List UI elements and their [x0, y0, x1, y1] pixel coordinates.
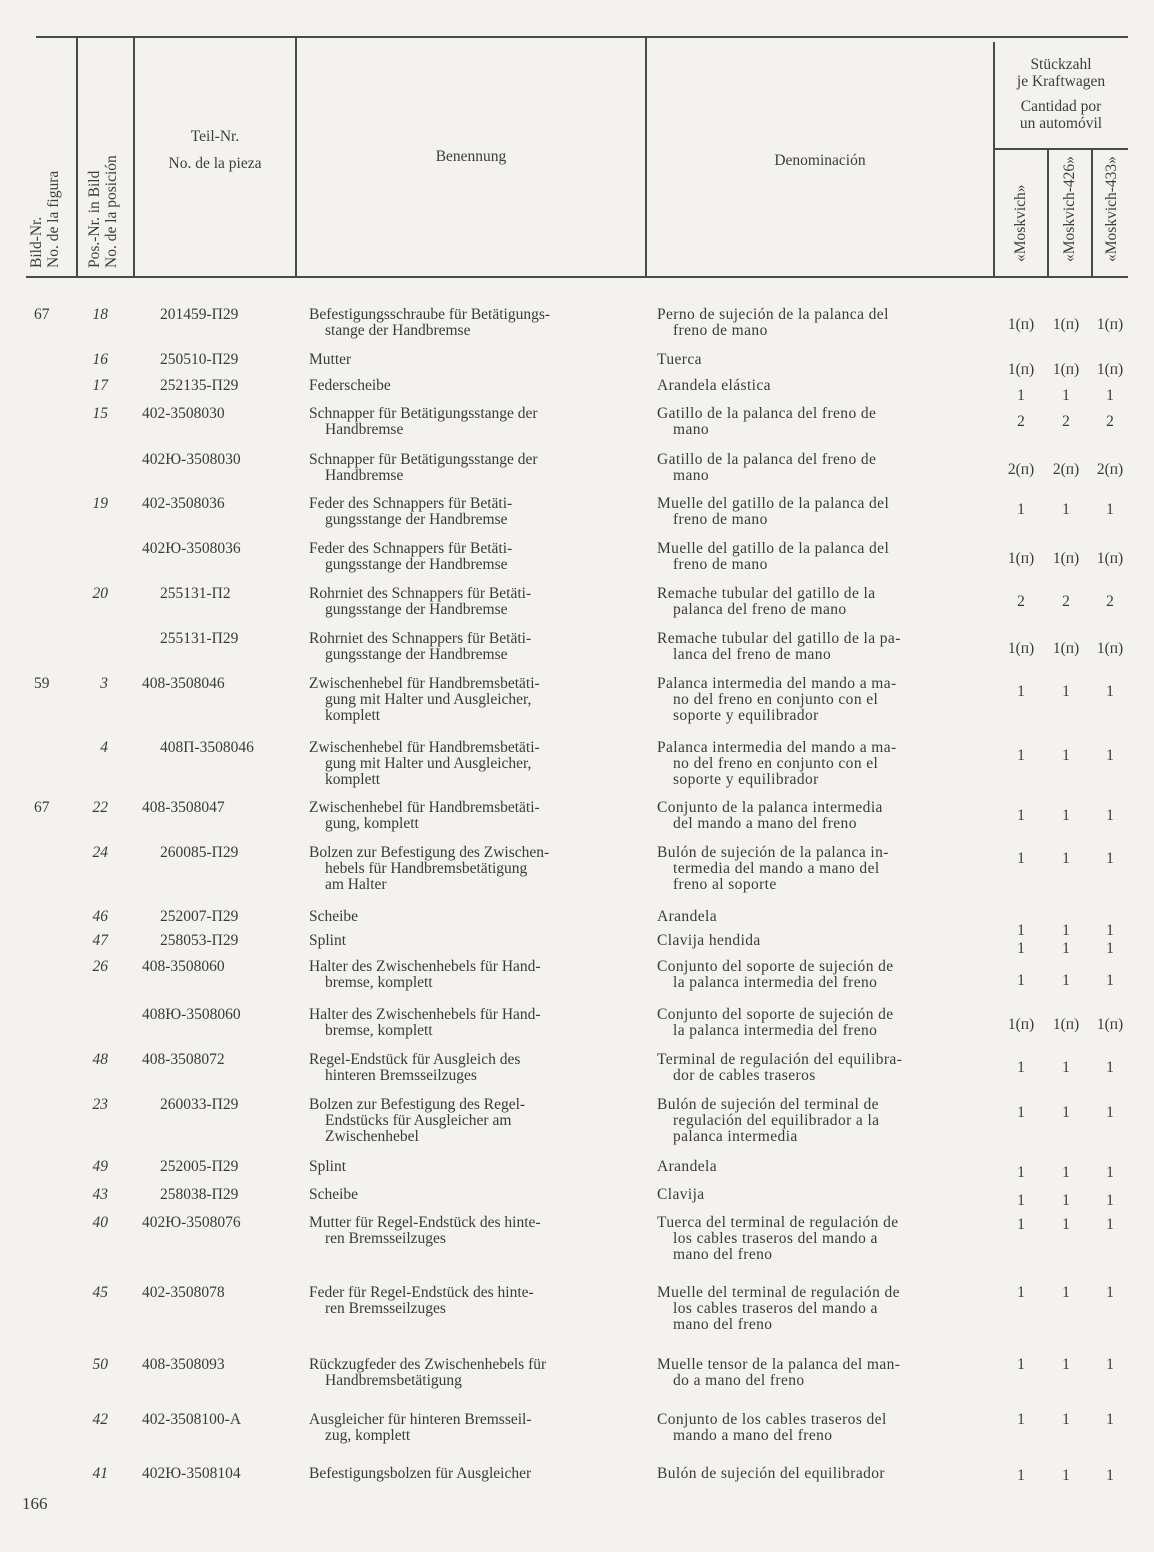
quantity-moskvich-433: 1(п)	[1096, 1016, 1124, 1033]
quantity-moskvich: 1	[1017, 922, 1025, 939]
name-german-line: stange der Handbremse	[325, 322, 471, 339]
name-german-line: gung mit Halter und Ausgleicher,	[325, 691, 532, 708]
name-german-line: Halter des Zwischenhebels für Hand-	[309, 958, 541, 975]
name-spanish	[657, 378, 973, 394]
name-spanish-line: no del freno en conjunto con el	[673, 691, 879, 708]
quantity-moskvich-433: 2	[1106, 413, 1114, 430]
name-spanish-line: la palanca intermedia del freno	[673, 974, 878, 991]
name-german-line: Schnapper für Betätigungsstange der	[309, 451, 538, 468]
quantity-moskvich-433: 1	[1106, 1164, 1114, 1181]
header-fig-no: Bild-Nr. No. de la figura	[28, 170, 62, 268]
name-german	[309, 406, 623, 438]
name-spanish-line: freno de mano	[673, 322, 768, 339]
name-german	[309, 352, 623, 368]
quantity-moskvich: 1	[1017, 1284, 1025, 1301]
name-spanish-line: Clavija	[657, 1186, 705, 1203]
name-german-line: komplett	[325, 771, 381, 788]
quantity-moskvich-433: 1(п)	[1096, 361, 1124, 378]
name-spanish-line: Perno de sujeción de la palanca del	[657, 306, 889, 323]
name-german	[309, 1285, 623, 1317]
quantity-moskvich-426: 1(п)	[1052, 640, 1080, 657]
quantity-moskvich-433: 1	[1106, 1411, 1114, 1428]
name-spanish-line: Clavija hendida	[657, 932, 761, 949]
quantity-moskvich-433: 1	[1106, 501, 1114, 518]
quantity-moskvich: 1	[1017, 501, 1025, 518]
name-german-line: Handbremsbetätigung	[325, 1372, 462, 1389]
name-german-line: Halter des Zwischenhebels für Hand-	[309, 1006, 541, 1023]
part-number: 402Ю-3508076	[142, 1214, 241, 1231]
quantity-moskvich: 1	[1017, 1467, 1025, 1484]
name-spanish-line: los cables traseros del mando a	[673, 1300, 878, 1317]
part-number: 402-3508036	[142, 495, 225, 512]
position-number: 45	[92, 1284, 108, 1301]
col-divider	[76, 36, 78, 276]
name-german-line: gungsstange der Handbremse	[325, 601, 508, 618]
part-number: 408-3508072	[142, 1051, 225, 1068]
header-pos-no: Pos.-Nr. in Bild No. de la posición	[86, 155, 120, 268]
name-german-line: Scheibe	[309, 908, 359, 925]
name-spanish-line: termedia del mando a mano del	[673, 860, 880, 877]
name-spanish-line: dor de cables traseros	[673, 1067, 816, 1084]
name-spanish-line: Palanca intermedia del mando a ma-	[657, 675, 897, 692]
quantity-moskvich: 1	[1017, 972, 1025, 989]
name-spanish-line: Bulón de sujeción del equilibrador	[657, 1465, 885, 1482]
name-german-line: Feder für Regel-Endstück des hinte-	[309, 1284, 534, 1301]
name-spanish-line: Conjunto de los cables traseros del	[657, 1411, 887, 1428]
part-number: 408-3508047	[142, 799, 225, 816]
name-german-line: Feder des Schnappers für Betäti-	[309, 495, 513, 512]
figure-number: 67	[34, 799, 50, 816]
quantity-moskvich-433: 1	[1106, 1467, 1114, 1484]
name-german	[309, 586, 623, 618]
position-number: 48	[92, 1051, 108, 1068]
quantity-moskvich: 1(п)	[1007, 361, 1035, 378]
name-spanish-line: Gatillo de la palanca del freno de	[657, 451, 877, 468]
name-spanish-line: Tuerca del terminal de regulación de	[657, 1214, 899, 1231]
name-spanish-line: lanca del freno de mano	[673, 646, 832, 663]
name-german-line: komplett	[325, 707, 381, 724]
figure-number: 59	[34, 675, 50, 692]
quantity-moskvich-433: 2(п)	[1096, 461, 1124, 478]
part-number: 402Ю-3508036	[142, 540, 241, 557]
quantity-moskvich-426: 1	[1062, 1467, 1070, 1484]
quantity-moskvich: 1	[1017, 1356, 1025, 1373]
name-german-line: Mutter für Regel-Endstück des hinte-	[309, 1214, 541, 1231]
part-number: 402-3508100-A	[142, 1411, 242, 1428]
name-spanish-line: Conjunto del soporte de sujeción de	[657, 958, 894, 975]
name-german-line: Handbremse	[325, 421, 404, 438]
name-spanish	[657, 740, 973, 788]
header-model-moskvich-426: «Moskvich-426»	[1061, 156, 1078, 262]
name-spanish	[657, 1357, 973, 1389]
name-german-line: Feder des Schnappers für Betäti-	[309, 540, 513, 557]
quantity-moskvich-426: 1	[1062, 1284, 1070, 1301]
name-german	[309, 1007, 623, 1039]
quantity-moskvich-426: 1	[1062, 1411, 1070, 1428]
name-german-line: hinteren Bremsseilzuges	[325, 1067, 477, 1084]
quantity-moskvich: 1	[1017, 1059, 1025, 1076]
name-spanish-line: mano del freno	[673, 1246, 773, 1263]
name-spanish-line: del mando a mano del freno	[673, 815, 857, 832]
quantity-moskvich: 2(п)	[1007, 461, 1035, 478]
name-spanish-line: mano	[673, 467, 710, 484]
part-number: 408Ю-3508060	[142, 1006, 241, 1023]
quantity-moskvich-433: 1(п)	[1096, 550, 1124, 567]
position-number: 18	[92, 306, 108, 323]
name-spanish	[657, 1412, 973, 1444]
quantity-moskvich-433: 1	[1106, 387, 1114, 404]
part-number: 402Ю-3508030	[142, 451, 241, 468]
quantity-moskvich-433: 1	[1106, 1059, 1114, 1076]
name-spanish-line: Arandela	[657, 1158, 718, 1175]
name-german-line: Zwischenhebel für Handbremsbetäti-	[309, 739, 540, 756]
quantity-moskvich: 1	[1017, 683, 1025, 700]
name-spanish	[657, 933, 973, 949]
name-german-line: Federscheibe	[309, 377, 391, 394]
quantity-moskvich-433: 1	[1106, 1104, 1114, 1121]
name-spanish-line: la palanca intermedia del freno	[673, 1022, 878, 1039]
name-spanish-line: Remache tubular del gatillo de la	[657, 585, 876, 602]
quantity-moskvich-426: 1	[1062, 922, 1070, 939]
position-number: 41	[92, 1465, 108, 1482]
quantity-moskvich-433: 2	[1106, 593, 1114, 610]
name-german	[309, 1097, 623, 1145]
name-german	[309, 676, 623, 724]
page-number: 166	[22, 1494, 48, 1513]
name-spanish-line: Muelle del gatillo de la palanca del	[657, 540, 890, 557]
position-number: 4	[100, 739, 108, 756]
name-spanish-line: Palanca intermedia del mando a ma-	[657, 739, 897, 756]
position-number: 17	[92, 377, 108, 394]
col-divider	[1047, 148, 1049, 276]
name-german-line: zug, komplett	[325, 1427, 411, 1444]
name-spanish	[657, 352, 973, 368]
quantity-moskvich-426: 1(п)	[1052, 1016, 1080, 1033]
part-number: 408-3508046	[142, 675, 225, 692]
part-number: 258038-П29	[160, 1186, 239, 1203]
quantity-moskvich-426: 1(п)	[1052, 550, 1080, 567]
position-number: 19	[92, 495, 108, 512]
quantity-moskvich-426: 1	[1062, 972, 1070, 989]
name-german-line: Scheibe	[309, 1186, 359, 1203]
part-number: 408-3508060	[142, 958, 225, 975]
name-german-line: Bolzen zur Befestigung des Regel-	[309, 1096, 526, 1113]
name-spanish-line: los cables traseros del mando a	[673, 1230, 878, 1247]
name-spanish-line: freno de mano	[673, 556, 768, 573]
quantity-moskvich: 1(п)	[1007, 550, 1035, 567]
name-spanish	[657, 406, 973, 438]
quantity-moskvich-433: 1	[1106, 1356, 1114, 1373]
name-german	[309, 845, 623, 893]
quantity-moskvich: 1(п)	[1007, 1016, 1035, 1033]
name-spanish-line: Bulón de sujeción del terminal de	[657, 1096, 879, 1113]
name-spanish-line: soporte y equilibrador	[673, 707, 819, 724]
quantity-moskvich: 2	[1017, 413, 1025, 430]
header-quantity: Stückzahl je Kraftwagen Cantidad por un automóvil	[1016, 56, 1106, 132]
name-german-line: Handbremse	[325, 467, 404, 484]
name-spanish	[657, 496, 973, 528]
name-spanish-line: regulación del equilibrador a la	[673, 1112, 880, 1129]
position-number: 43	[92, 1186, 108, 1203]
name-german	[309, 933, 623, 949]
table-top-rule	[36, 36, 1128, 38]
position-number: 3	[100, 675, 108, 692]
header-part-no: Teil-Nr. No. de la pieza	[168, 128, 262, 172]
name-german-line: Befestigungsschraube für Betätigungs-	[309, 306, 551, 323]
name-german	[309, 307, 623, 339]
name-spanish-line: Remache tubular del gatillo de la pa-	[657, 630, 901, 647]
figure-number: 67	[34, 306, 50, 323]
name-german-line: ren Bremsseilzuges	[325, 1230, 446, 1247]
name-spanish	[657, 1285, 973, 1333]
quantity-moskvich-433: 1	[1106, 683, 1114, 700]
position-number: 47	[92, 932, 108, 949]
name-spanish-line: do a mano del freno	[673, 1372, 805, 1389]
name-german	[309, 1412, 623, 1444]
name-spanish-line: Muelle tensor de la palanca del man-	[657, 1356, 901, 1373]
quantity-moskvich-426: 1	[1062, 683, 1070, 700]
quantity-moskvich-433: 1	[1106, 922, 1114, 939]
name-german	[309, 959, 623, 991]
name-spanish-line: Conjunto de la palanca intermedia	[657, 799, 883, 816]
name-german	[309, 1159, 623, 1175]
name-spanish	[657, 1052, 973, 1084]
name-german-line: Regel-Endstück für Ausgleich des	[309, 1051, 521, 1068]
name-spanish	[657, 845, 973, 893]
name-german-line: gung, komplett	[325, 815, 419, 832]
name-spanish-line: mando a mano del freno	[673, 1427, 833, 1444]
name-german-line: Rohrniet des Schnappers für Betäti-	[309, 630, 532, 647]
quantity-moskvich: 1	[1017, 1192, 1025, 1209]
name-german-line: Bolzen zur Befestigung des Zwischen-	[309, 844, 550, 861]
part-number: 260033-П29	[160, 1096, 239, 1113]
name-spanish-line: Muelle del terminal de regulación de	[657, 1284, 900, 1301]
name-german	[309, 1215, 623, 1247]
header-name-de: Benennung	[435, 148, 507, 165]
name-spanish	[657, 1007, 973, 1039]
position-number: 46	[92, 908, 108, 925]
quantity-moskvich: 1	[1017, 1411, 1025, 1428]
quantity-moskvich-433: 1	[1106, 1216, 1114, 1233]
quantity-moskvich: 1(п)	[1007, 640, 1035, 657]
quantity-moskvich-433: 1	[1106, 940, 1114, 957]
quantity-moskvich-433: 1	[1106, 972, 1114, 989]
header-model-moskvich-433: «Moskvich-433»	[1103, 156, 1120, 262]
name-spanish	[657, 1159, 973, 1175]
header-bottom-rule	[26, 276, 1128, 278]
position-number: 26	[92, 958, 108, 975]
name-german-line: Zwischenhebel	[325, 1128, 419, 1145]
part-number: 408-3508093	[142, 1356, 225, 1373]
position-number: 49	[92, 1158, 108, 1175]
quantity-moskvich: 1	[1017, 807, 1025, 824]
position-number: 22	[92, 799, 108, 816]
name-spanish-line: Muelle del gatillo de la palanca del	[657, 495, 890, 512]
quantity-moskvich-426: 1(п)	[1052, 316, 1080, 333]
part-number: 408П-3508046	[160, 739, 254, 756]
quantity-moskvich-426: 1	[1062, 850, 1070, 867]
name-german	[309, 1357, 623, 1389]
position-number: 15	[92, 405, 108, 422]
name-spanish-line: Arandela	[657, 908, 718, 925]
position-number: 20	[92, 585, 108, 602]
position-number: 16	[92, 351, 108, 368]
name-german-line: Ausgleicher für hinteren Bremsseil-	[309, 1411, 532, 1428]
name-spanish-line: mano	[673, 421, 710, 438]
quantity-moskvich-426: 1	[1062, 1356, 1070, 1373]
part-number: 255131-П2	[160, 585, 231, 602]
name-spanish-line: soporte y equilibrador	[673, 771, 819, 788]
position-number: 24	[92, 844, 108, 861]
quantity-moskvich-426: 1	[1062, 387, 1070, 404]
part-number: 402Ю-3508104	[142, 1465, 241, 1482]
quantity-moskvich-433: 1	[1106, 807, 1114, 824]
name-german-line: Zwischenhebel für Handbremsbetäti-	[309, 675, 540, 692]
qty-subheader-rule	[994, 148, 1128, 150]
name-german-line: bremse, komplett	[325, 974, 433, 991]
name-german	[309, 740, 623, 788]
name-german-line: gungsstange der Handbremse	[325, 511, 508, 528]
name-german-line: Rückzugfeder des Zwischenhebels für	[309, 1356, 547, 1373]
quantity-moskvich-426: 1	[1062, 1216, 1070, 1233]
quantity-moskvich-426: 1(п)	[1052, 361, 1080, 378]
name-german	[309, 1466, 623, 1482]
header-model-moskvich: «Moskvich»	[1012, 184, 1029, 262]
position-number: 40	[92, 1214, 108, 1231]
name-german	[309, 800, 623, 832]
name-spanish-line: freno al soporte	[673, 876, 777, 893]
name-german	[309, 541, 623, 573]
quantity-moskvich-426: 1	[1062, 1059, 1070, 1076]
quantity-moskvich: 2	[1017, 593, 1025, 610]
name-german	[309, 496, 623, 528]
name-spanish	[657, 586, 973, 618]
quantity-moskvich: 1	[1017, 940, 1025, 957]
part-number: 252005-П29	[160, 1158, 239, 1175]
quantity-moskvich-426: 1	[1062, 501, 1070, 518]
name-german-line: gungsstange der Handbremse	[325, 646, 508, 663]
part-number: 250510-П29	[160, 351, 239, 368]
quantity-moskvich: 1	[1017, 747, 1025, 764]
name-spanish-line: palanca del freno de mano	[673, 601, 847, 618]
name-german-line: bremse, komplett	[325, 1022, 433, 1039]
name-german-line: Rohrniet des Schnappers für Betäti-	[309, 585, 532, 602]
name-spanish	[657, 1215, 973, 1263]
name-german-line: Splint	[309, 1158, 347, 1175]
part-number: 402-3508078	[142, 1284, 225, 1301]
name-spanish	[657, 541, 973, 573]
name-german-line: gungsstange der Handbremse	[325, 556, 508, 573]
name-german-line: Mutter	[309, 351, 352, 368]
quantity-moskvich-426: 1	[1062, 1192, 1070, 1209]
name-german	[309, 378, 623, 394]
part-number: 255131-П29	[160, 630, 239, 647]
quantity-moskvich-433: 1	[1106, 747, 1114, 764]
name-german-line: Schnapper für Betätigungsstange der	[309, 405, 538, 422]
name-german-line: hebels für Handbremsbetätigung	[325, 860, 528, 877]
name-spanish-line: Gatillo de la palanca del freno de	[657, 405, 877, 422]
position-number: 42	[92, 1411, 108, 1428]
name-german	[309, 452, 623, 484]
quantity-moskvich-426: 2(п)	[1052, 461, 1080, 478]
name-spanish	[657, 959, 973, 991]
part-number: 260085-П29	[160, 844, 239, 861]
quantity-moskvich-433: 1(п)	[1096, 640, 1124, 657]
quantity-moskvich: 1	[1017, 1164, 1025, 1181]
name-spanish-line: mano del freno	[673, 1316, 773, 1333]
name-spanish	[657, 800, 973, 832]
col-divider	[1091, 148, 1093, 276]
part-number: 252135-П29	[160, 377, 239, 394]
name-german	[309, 1187, 623, 1203]
quantity-moskvich-426: 1	[1062, 807, 1070, 824]
name-spanish-line: Arandela elástica	[657, 377, 771, 394]
quantity-moskvich-433: 1	[1106, 850, 1114, 867]
name-spanish	[657, 1097, 973, 1145]
name-spanish-line: Terminal de regulación del equilibra-	[657, 1051, 903, 1068]
name-german-line: gung mit Halter und Ausgleicher,	[325, 755, 532, 772]
quantity-moskvich-426: 1	[1062, 1104, 1070, 1121]
quantity-moskvich: 1	[1017, 1104, 1025, 1121]
quantity-moskvich-426: 1	[1062, 747, 1070, 764]
name-spanish-line: freno de mano	[673, 511, 768, 528]
quantity-moskvich: 1	[1017, 1216, 1025, 1233]
name-german	[309, 1052, 623, 1084]
col-divider	[133, 36, 135, 276]
name-german	[309, 909, 623, 925]
name-spanish	[657, 631, 973, 663]
part-number: 258053-П29	[160, 932, 239, 949]
quantity-moskvich-426: 2	[1062, 413, 1070, 430]
quantity-moskvich-426: 1	[1062, 1164, 1070, 1181]
name-german-line: Endstücks für Ausgleicher am	[325, 1112, 512, 1129]
quantity-moskvich: 1(п)	[1007, 316, 1035, 333]
name-german-line: ren Bremsseilzuges	[325, 1300, 446, 1317]
name-german-line: am Halter	[325, 876, 387, 893]
quantity-moskvich: 1	[1017, 387, 1025, 404]
quantity-moskvich-433: 1	[1106, 1284, 1114, 1301]
part-number: 402-3508030	[142, 405, 225, 422]
name-german	[309, 631, 623, 663]
name-german-line: Zwischenhebel für Handbremsbetäti-	[309, 799, 540, 816]
name-spanish-line: palanca intermedia	[673, 1128, 798, 1145]
quantity-moskvich-433: 1(п)	[1096, 316, 1124, 333]
name-spanish-line: no del freno en conjunto con el	[673, 755, 879, 772]
quantity-moskvich: 1	[1017, 850, 1025, 867]
header-name-es: Denominación	[774, 152, 866, 169]
position-number: 50	[92, 1356, 108, 1373]
name-spanish-line: Bulón de sujeción de la palanca in-	[657, 844, 889, 861]
name-spanish	[657, 909, 973, 925]
name-spanish	[657, 676, 973, 724]
name-spanish-line: Conjunto del soporte de sujeción de	[657, 1006, 894, 1023]
name-spanish	[657, 1466, 973, 1482]
part-number: 252007-П29	[160, 908, 239, 925]
name-spanish-line: Tuerca	[657, 351, 702, 368]
position-number: 23	[92, 1096, 108, 1113]
quantity-moskvich-433: 1	[1106, 1192, 1114, 1209]
name-spanish	[657, 452, 973, 484]
part-number: 201459-П29	[160, 306, 239, 323]
quantity-moskvich-426: 1	[1062, 940, 1070, 957]
quantity-moskvich-426: 2	[1062, 593, 1070, 610]
name-spanish	[657, 307, 973, 339]
name-german-line: Befestigungsbolzen für Ausgleicher	[309, 1465, 532, 1482]
name-german-line: Splint	[309, 932, 347, 949]
name-spanish	[657, 1187, 973, 1203]
